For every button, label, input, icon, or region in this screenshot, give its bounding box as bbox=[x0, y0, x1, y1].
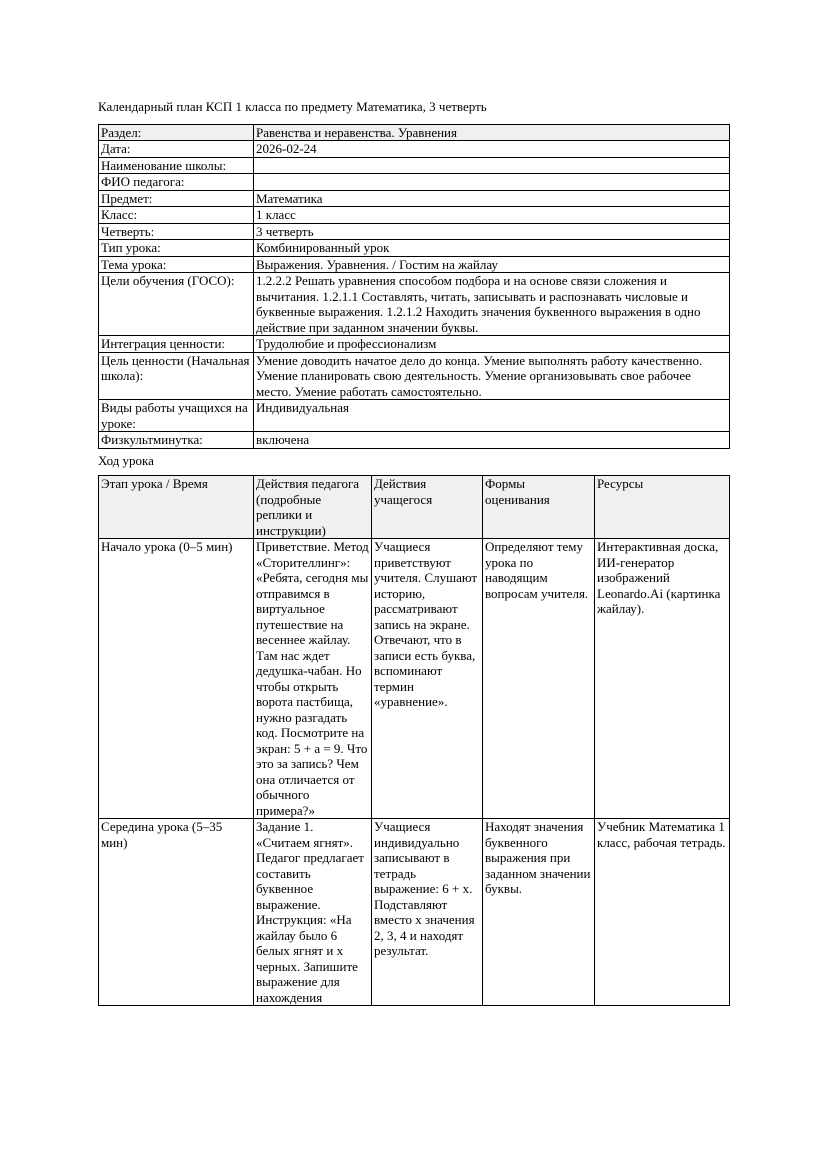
table-row bbox=[99, 190, 730, 207]
info-value-cell: Равенства и неравенства. Уравнения bbox=[254, 124, 730, 141]
info-value-cell: Трудолюбие и профессионализм bbox=[254, 336, 730, 353]
info-label-cell: Виды работы учащихся на уроке: bbox=[99, 400, 254, 432]
column-header: Этап урока / Время bbox=[99, 476, 254, 539]
table-row bbox=[99, 157, 730, 174]
table-row bbox=[99, 223, 730, 240]
lesson-flow-table bbox=[98, 475, 730, 1006]
table-row bbox=[99, 273, 730, 336]
info-label-cell: Раздел: bbox=[99, 124, 254, 141]
info-value-cell: Математика bbox=[254, 190, 730, 207]
column-header: Действия педагога (подробные реплики и инструкции) bbox=[254, 476, 372, 539]
page-title: Календарный план КСП 1 класса по предмету Математика, 3 четверть bbox=[98, 99, 487, 114]
info-label-cell: Четверть: bbox=[99, 223, 254, 240]
stage-cell: Середина урока (5–35 мин) bbox=[99, 819, 254, 1006]
info-label-cell: Тема урока: bbox=[99, 256, 254, 273]
table-row bbox=[99, 141, 730, 158]
section-heading: Ход урока bbox=[98, 452, 154, 468]
info-label-cell: Тип урока: bbox=[99, 240, 254, 257]
info-value-cell: 2026-02-24 bbox=[254, 141, 730, 158]
student-actions-cell: Учащиеся индивидуально записывают в тетрадь выражение: 6 + х. Подставляют вместо х значения 2, 3, 4 и находят результат. bbox=[372, 819, 483, 1006]
info-value-cell bbox=[254, 157, 730, 174]
info-value-cell: Индивидуальная bbox=[254, 400, 730, 432]
info-value-cell: Выражения. Уравнения. / Гостим на жайлау bbox=[254, 256, 730, 273]
info-value-cell bbox=[254, 174, 730, 191]
resources-cell: Интерактивная доска, ИИ-генератор изображений Leonardo.Ai (картинка жайлау). bbox=[595, 539, 730, 819]
column-header: Формы оценивания bbox=[483, 476, 595, 539]
lesson-info-table bbox=[98, 124, 730, 449]
info-value-cell: 3 четверть bbox=[254, 223, 730, 240]
info-label-cell: Цель ценности (Начальная школа): bbox=[99, 352, 254, 400]
info-label-cell: Физкультминутка: bbox=[99, 432, 254, 449]
student-actions-cell: Учащиеся приветствуют учителя. Слушают историю, рассматривают запись на экране. Отвечают, что в записи есть буква, вспоминают термин «уравнение». bbox=[372, 539, 483, 819]
info-label-cell: Интеграция ценности: bbox=[99, 336, 254, 353]
table-row bbox=[99, 124, 730, 141]
info-value-cell: включена bbox=[254, 432, 730, 449]
info-value-cell: 1.2.2.2 Решать уравнения способом подбора и на основе связи сложения и вычитания. 1.2.1.1 Составлять, читать, записывать и распознавать числовые и буквенные выражения. 1.2.1.2 Находить значения буквенного выражения в одно действие при заданном значении буквы. bbox=[254, 273, 730, 336]
info-label-cell: Дата: bbox=[99, 141, 254, 158]
table-row bbox=[99, 174, 730, 191]
document-content bbox=[98, 99, 729, 1006]
table-row bbox=[99, 400, 730, 432]
column-header: Ресурсы bbox=[595, 476, 730, 539]
info-value-cell: 1 класс bbox=[254, 207, 730, 224]
table-row bbox=[99, 207, 730, 224]
info-label-cell: Предмет: bbox=[99, 190, 254, 207]
info-label-cell: Класс: bbox=[99, 207, 254, 224]
info-label-cell: Наименование школы: bbox=[99, 157, 254, 174]
stage-cell: Начало урока (0–5 мин) bbox=[99, 539, 254, 819]
info-value-cell: Комбинированный урок bbox=[254, 240, 730, 257]
table-row bbox=[99, 539, 730, 819]
column-header: Действия учащегося bbox=[372, 476, 483, 539]
assessment-cell: Находят значения буквенного выражения при заданном значении буквы. bbox=[483, 819, 595, 1006]
info-label-cell: ФИО педагога: bbox=[99, 174, 254, 191]
table-header-row bbox=[99, 476, 730, 539]
table-row bbox=[99, 336, 730, 353]
assessment-cell: Определяют тему урока по наводящим вопросам учителя. bbox=[483, 539, 595, 819]
teacher-actions-cell: Приветствие. Метод «Сторителлинг»: «Ребята, сегодня мы отправимся в виртуальное путешествие на весеннее жайлау. Там нас ждет дедушка-чабан. Но чтобы открыть ворота пастбища, нужно разгадать код. Посмотрите на экран: 5 + а = 9. Что это за запись? Чем она отличается от обычного примера?» bbox=[254, 539, 372, 819]
resources-cell: Учебник Математика 1 класс, рабочая тетрадь. bbox=[595, 819, 730, 1006]
info-value-cell: Умение доводить начатое дело до конца. Умение выполнять работу качественно. Умение планировать свою деятельность. Умение организовывать свое рабочее место. Умение работать самостоятельно. bbox=[254, 352, 730, 400]
teacher-actions-cell: Задание 1. «Считаем ягнят». Педагог предлагает составить буквенное выражение. Инструкция: «На жайлау было 6 белых ягнят и х черных. Запишите выражение для нахождения bbox=[254, 819, 372, 1006]
table-row bbox=[99, 819, 730, 1006]
table-row bbox=[99, 256, 730, 273]
info-label-cell: Цели обучения (ГОСО): bbox=[99, 273, 254, 336]
table-row bbox=[99, 432, 730, 449]
table-row bbox=[99, 240, 730, 257]
table-row bbox=[99, 352, 730, 400]
